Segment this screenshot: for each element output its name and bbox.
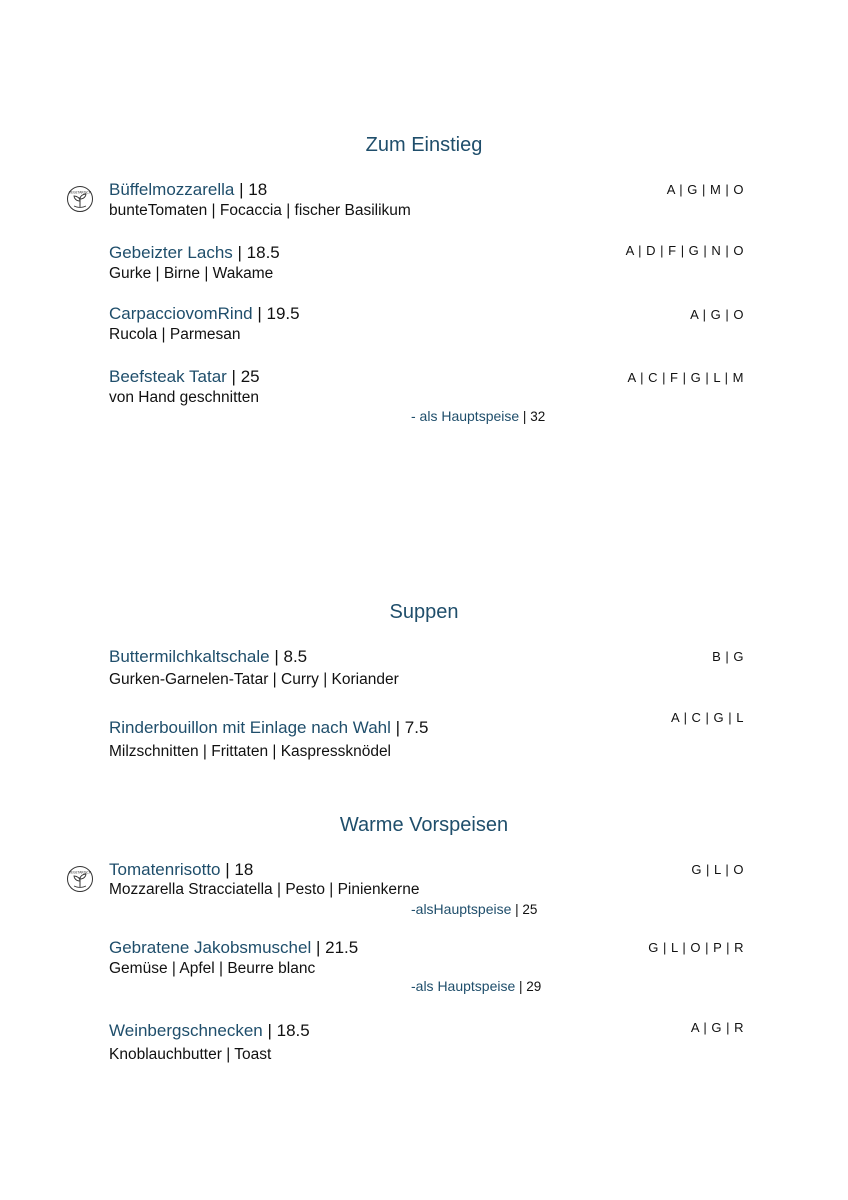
svg-text:VEGETARISCH: VEGETARISCH bbox=[68, 870, 92, 875]
menu-item-description: bunteTomaten | Focaccia | fischer Basilikum bbox=[109, 202, 411, 219]
menu-item-name: Gebeizter Lachs | 18.5 bbox=[109, 243, 280, 262]
allergen-codes: A | G | R bbox=[690, 1020, 744, 1035]
menu-item-name: Buttermilchkaltschale | 8.5 bbox=[109, 647, 308, 666]
main-course-option: -alsHauptspeise | 25 bbox=[411, 901, 538, 917]
menu-item-name: Weinbergschnecken | 18.5 bbox=[109, 1021, 310, 1040]
allergen-codes: A | G | O bbox=[690, 307, 744, 322]
menu-item-description: Knoblauchbutter | Toast bbox=[109, 1046, 272, 1063]
menu-item-name: Büffelmozzarella | 18 bbox=[109, 180, 268, 199]
allergen-codes: A | G | M | O bbox=[666, 182, 744, 197]
menu-item-description: von Hand geschnitten bbox=[109, 389, 259, 406]
main-course-option: - als Hauptspeise | 32 bbox=[411, 408, 546, 424]
allergen-codes: G | L | O | P | R bbox=[648, 940, 744, 955]
allergen-codes: A | D | F | G | N | O bbox=[625, 243, 744, 258]
allergen-codes: B | G bbox=[712, 649, 744, 664]
menu-item-name: Rinderbouillon mit Einlage nach Wahl | 7.5 bbox=[109, 718, 429, 737]
menu-item-description: Gemüse | Apfel | Beurre blanc bbox=[109, 960, 316, 977]
menu-item-description: Gurken-Garnelen-Tatar | Curry | Koriander bbox=[109, 671, 399, 688]
menu-item-name: Beefsteak Tatar | 25 bbox=[109, 367, 260, 386]
allergen-codes: A | C | F | G | L | M bbox=[627, 370, 744, 385]
menu-item-name: Gebratene Jakobsmuschel | 21.5 bbox=[109, 938, 359, 957]
menu-item-description: Milzschnitten | Frittaten | Kaspressknödel bbox=[109, 743, 392, 760]
section-title-suppen: Suppen bbox=[389, 601, 459, 623]
svg-text:VEGETARISCH: VEGETARISCH bbox=[68, 190, 92, 195]
main-course-option: -als Hauptspeise | 29 bbox=[411, 978, 542, 994]
menu-item-description: Rucola | Parmesan bbox=[109, 326, 241, 343]
allergen-codes: A | C | G | L bbox=[671, 710, 744, 725]
menu-item-description: Mozzarella Stracciatella | Pesto | Pinienkerne bbox=[109, 881, 420, 898]
vegetarian-leaf-icon bbox=[66, 865, 94, 893]
menu-item-description: Gurke | Birne | Wakame bbox=[109, 265, 274, 282]
allergen-codes: G | L | O bbox=[691, 862, 744, 877]
menu-item-name: CarpacciovomRind | 19.5 bbox=[109, 304, 300, 323]
menu-item-name: Tomatenrisotto | 18 bbox=[109, 860, 254, 879]
section-title-zum-einstieg: Zum Einstieg bbox=[365, 134, 483, 156]
section-title-warme-vorspeisen: Warme Vorspeisen bbox=[339, 814, 509, 836]
vegetarian-leaf-icon bbox=[66, 185, 94, 213]
